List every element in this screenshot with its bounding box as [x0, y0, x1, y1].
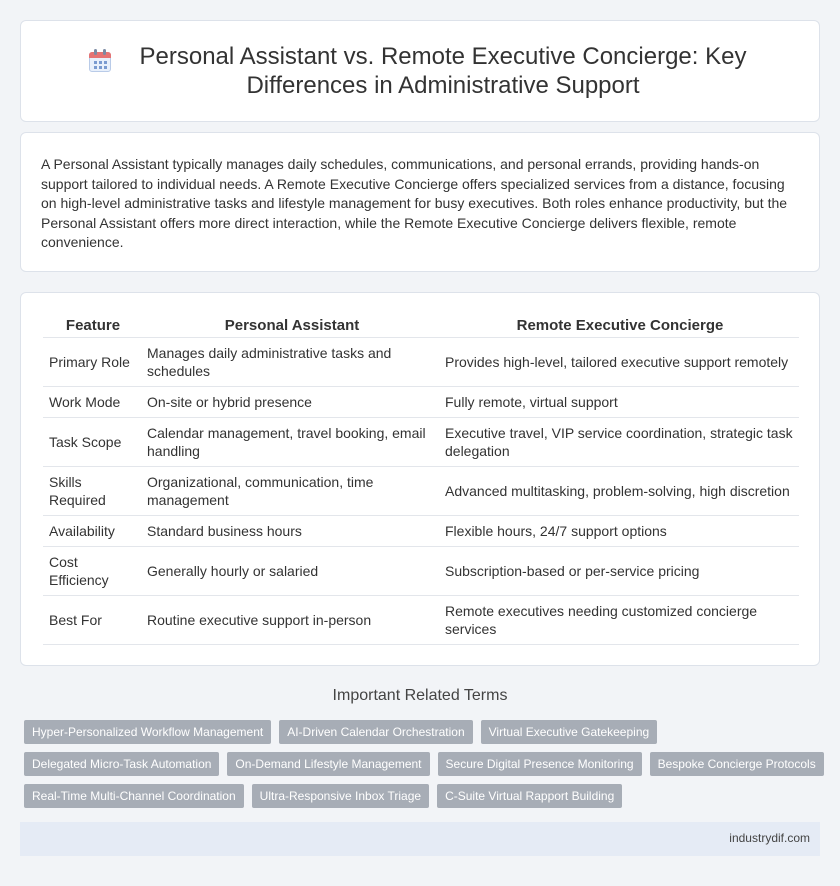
cell-feature: Skills Required	[43, 467, 143, 516]
cell-feature: Best For	[43, 596, 143, 645]
tag-row	[24, 720, 824, 744]
cell-remote-concierge: Executive travel, VIP service coordination, strategic task delegation	[441, 418, 799, 467]
cell-personal-assistant: Routine executive support in-person	[143, 596, 441, 645]
cell-feature: Primary Role	[43, 338, 143, 387]
intro-card	[20, 132, 820, 272]
related-terms-heading: Important Related Terms	[332, 687, 508, 704]
table-row	[43, 387, 799, 418]
cell-feature: Work Mode	[43, 387, 143, 418]
comparison-card	[20, 292, 820, 666]
cell-feature: Cost Efficiency	[43, 547, 143, 596]
table-row	[43, 467, 799, 516]
cell-remote-concierge: Flexible hours, 24/7 support options	[441, 516, 799, 547]
related-term-tag[interactable]: Hyper-Personalized Workflow Management	[24, 720, 271, 744]
related-term-tag[interactable]: Secure Digital Presence Monitoring	[438, 752, 642, 776]
cell-remote-concierge: Remote executives needing customized concierge services	[441, 596, 799, 645]
header-personal-assistant: Personal Assistant	[143, 312, 441, 338]
cell-personal-assistant: Standard business hours	[143, 516, 441, 547]
related-term-tag[interactable]: On-Demand Lifestyle Management	[227, 752, 429, 776]
cell-feature: Task Scope	[43, 418, 143, 467]
table-row	[43, 516, 799, 547]
table-row	[43, 596, 799, 645]
cell-remote-concierge: Advanced multitasking, problem-solving, high discretion	[441, 467, 799, 516]
intro-paragraph: A Personal Assistant typically manages daily schedules, communications, and personal errands, providing hands-on support tailored to individual needs. A Remote Executive Concierge offers specialized services from a distance, focusing on high-level administrative tasks and lifestyle management for busy executives. Both roles enhance productivity, but the Personal Assistant offers more direct interaction, while the Remote Executive Concierge delivers flexible, remote convenience.	[41, 156, 788, 250]
header-remote-executive-concierge: Remote Executive Concierge	[441, 312, 799, 338]
header-feature: Feature	[43, 312, 143, 338]
table-row	[43, 547, 799, 596]
cell-personal-assistant: Calendar management, travel booking, email handling	[143, 418, 441, 467]
cell-personal-assistant: On-site or hybrid presence	[143, 387, 441, 418]
cell-personal-assistant: Generally hourly or salaried	[143, 547, 441, 596]
tag-row	[24, 784, 824, 808]
title-card	[20, 20, 820, 122]
table-header-row	[43, 312, 799, 338]
comparison-table	[43, 312, 799, 645]
related-term-tag[interactable]: C-Suite Virtual Rapport Building	[437, 784, 622, 808]
related-term-tag[interactable]: AI-Driven Calendar Orchestration	[279, 720, 472, 744]
table-row	[43, 418, 799, 467]
related-term-tag[interactable]: Virtual Executive Gatekeeping	[481, 720, 658, 744]
cell-personal-assistant: Organizational, communication, time management	[143, 467, 441, 516]
cell-remote-concierge: Subscription-based or per-service pricing	[441, 547, 799, 596]
related-term-tag[interactable]: Bespoke Concierge Protocols	[650, 752, 824, 776]
tag-row	[24, 752, 824, 776]
cell-remote-concierge: Provides high-level, tailored executive support remotely	[441, 338, 799, 387]
cell-personal-assistant: Manages daily administrative tasks and schedules	[143, 338, 441, 387]
table-row	[43, 338, 799, 387]
related-term-tag[interactable]: Ultra-Responsive Inbox Triage	[252, 784, 429, 808]
related-term-tag[interactable]: Delegated Micro-Task Automation	[24, 752, 219, 776]
page-title: Personal Assistant vs. Remote Executive Concierge: Key Differences in Administrative Support	[139, 43, 747, 99]
cell-remote-concierge: Fully remote, virtual support	[441, 387, 799, 418]
footer-site[interactable]: industrydif.com	[729, 831, 810, 845]
cell-feature: Availability	[43, 516, 143, 547]
footer	[20, 822, 820, 856]
related-term-tag[interactable]: Real-Time Multi-Channel Coordination	[24, 784, 244, 808]
calendar-icon	[87, 48, 113, 74]
